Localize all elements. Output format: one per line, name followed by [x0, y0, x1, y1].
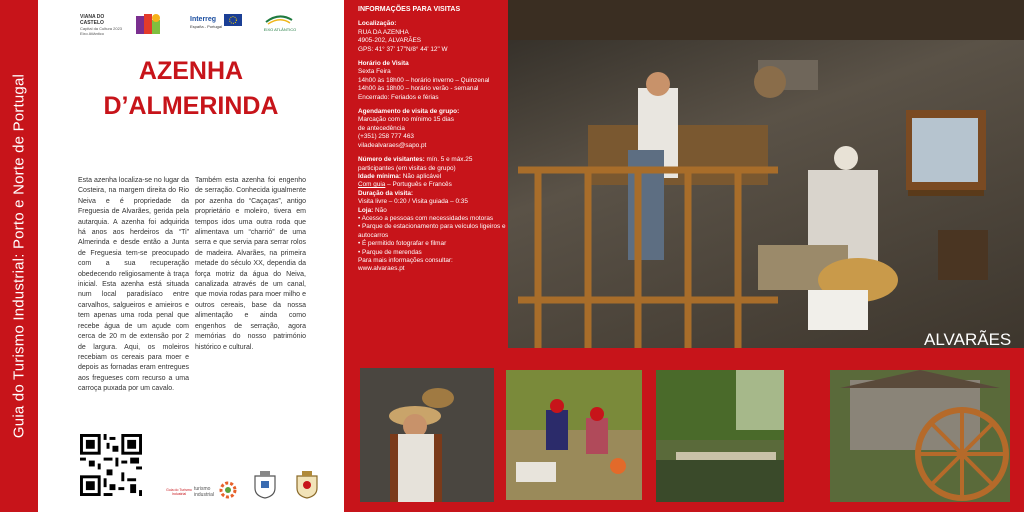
left-panel: [38, 0, 344, 512]
visit-info: [358, 6, 508, 274]
viana-logo: VIANA DO CASTELO Capital da Cultura 2023 Eixo Atlântico: [80, 14, 123, 36]
river-forest-illustration: [656, 370, 784, 502]
page-title-line2: D’ALMERINDA: [103, 92, 279, 120]
main-photo-mill-interior: [508, 0, 1024, 348]
gear-logo-icon: [218, 480, 238, 500]
eu-flag-icon: [224, 14, 242, 26]
qr-code-icon[interactable]: [80, 434, 142, 496]
eixo-logo-icon: [264, 12, 294, 26]
river-washing-illustration: [506, 370, 642, 500]
eixo-text: EIXO ATLÂNTICO: [263, 27, 297, 32]
group-block: Agendamento de visita de grupo: Marcação com no mínimo 15 dias de antecedência (+351) 258 777 463 viladealvaraes@sapo.pt: [358, 108, 508, 150]
visit-info-header: INFORMAÇÕES PARA VISITAS: [358, 6, 461, 13]
details-block: Número de visitantes: mín. 5 e máx.25 participantes (em visitas de grupo) Idade mínima: Não aplicável Com guia – Português e Francês Duração da visita: Visita livre – 0:20 / Visita guiada – 0:35 Loja: Não • Acesso a pessoas com necessidades motoras • Parque de estacionamento para veículos ligeiros e autocarros • É permitido fotografar e filmar • Parque de merendas Para mais informações consultar: www.alvaraes.pt: [358, 156, 508, 274]
photo-water-wheel: [830, 370, 1010, 502]
interreg-logo: Interreg España - Portugal: [190, 16, 223, 29]
location-block: Localização: RUA DA AZENHA 4905-202, ALVARÃES GPS: 41° 37' 17"N/8° 44' 12" W: [358, 20, 448, 53]
hours-block: Horário de Visita Sexta Feira 14h00 às 18h00 – horário inverno – Quinzenal 14h00 às 18h00 – horário verão - semanal Encerrado: Feriados e férias: [358, 60, 490, 101]
bullet-item: • Parque de merendas: [358, 248, 422, 256]
miller-illustration: [360, 368, 494, 502]
guide-logo: Guia do Turismo Industrial: [166, 488, 192, 496]
photo-caption: ALVARÃES: [924, 330, 1012, 349]
body-column-2: Também esta azenha foi engenho de serração. Conhecida igualmente por azenha do “Caçaças”, antigo proprietário e moleiro, tivera em tempos idos uma outra roda que alimentava um “charrió” de uma serra e que servia para serrar rolos de madeira. Alvarães, na primeira metade do século XX, dependia da força motriz da água do Neiva, canalizada através de um canal, que movia rodas para moer milho e outros cereais, base da nossa alimentação e ainda como engenhos de serração, agora memórias do nosso património histórico e cultural.: [195, 177, 306, 351]
website-link[interactable]: www.alvaraes.pt: [358, 265, 405, 273]
bullet-item: • Acesso a pessoas com necessidades motoras: [358, 214, 494, 222]
body-column-1: Esta azenha localiza-se no lugar da Costeira, na margem direita do Rio Neiva e é propriedade da Freguesia de Alvarães, gerida pela autarquia. A azenha foi adquirida há anos aos herdeiros da “Ti” Almerinda e desde então a Junta de Freguesia tem-se preocupado com a sua recuperação obedecendo religiosamente à traça inicial. Esta azenha está situada num local paradisíaco entre carvalhos, salgueiros e amieiros e tem apenas uma roda penal que recebe água de um açude com cerca de 20 m de extensão por 2 de largura. Aqui, os moleiros recebiam os cereais para moer e depois as fornadas eram entregues aos fregueses com recurso a uma carroça puxada por um cavalo.: [78, 177, 189, 393]
photo-women-washing-river: [506, 370, 642, 500]
parish-crest-icon: [294, 470, 320, 500]
bullet-item: • É permitido fotografar e filmar: [358, 240, 447, 248]
industrial-tourism-logo: turismo industrial: [194, 486, 215, 498]
bullet-item: • Parque de estacionamento para veículos ligeiros e autocarros: [358, 223, 506, 239]
mill-interior-illustration: [508, 0, 1024, 348]
page-title-line1: AZENHA: [138, 57, 244, 85]
photo-river-forest: [656, 370, 784, 502]
photo-miller-carrying-basket: [360, 368, 494, 502]
group-email-link[interactable]: viladealvaraes@sapo.pt: [358, 141, 427, 149]
crest-icon: [252, 470, 278, 500]
water-wheel-illustration: [830, 370, 1010, 502]
sidebar-band: [0, 0, 38, 512]
viana-logo-icon: [132, 10, 164, 40]
sidebar-title: Guia do Turismo Industrial: Porto e Norte de Portugal: [10, 73, 28, 439]
